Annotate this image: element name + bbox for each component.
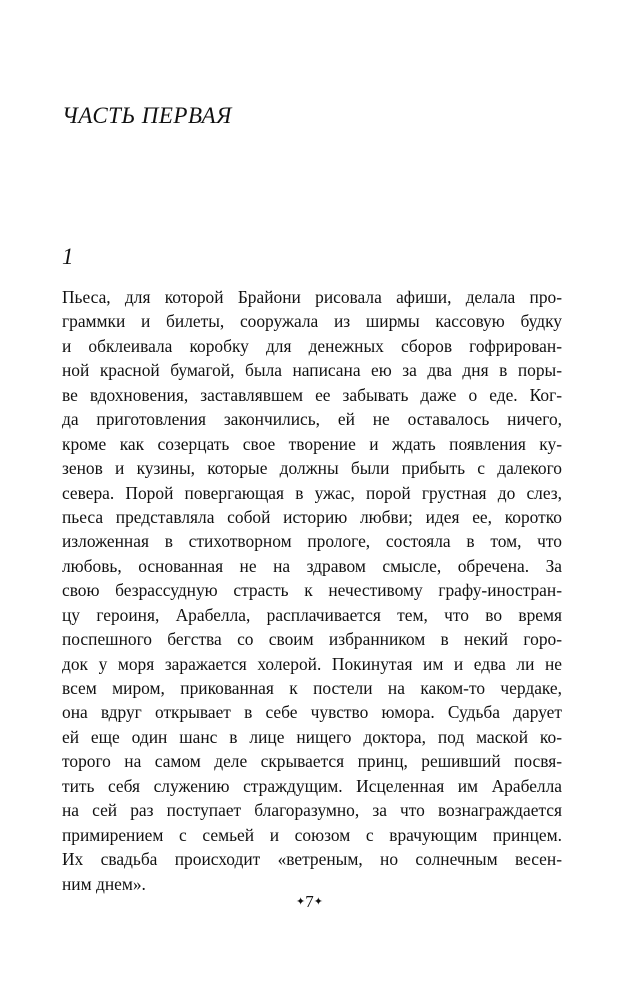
text-line: да приготовления закончились, ей не оставалось ничего, [62,409,562,430]
text-line: пьеса представляла собой историю любви; идея ее, коротко [62,506,562,527]
text-line: торого на самом деле скрывается принц, решивший посвя- [62,751,562,772]
text-line: Пьеса, для которой Брайони рисовала афиши, делала про- [62,287,562,307]
text-line: и обклеивала коробку для денежных сборов гофрирован- [62,335,562,356]
text-line: ей еще один шанс в лице нищего доктора, под маской ко- [62,726,562,747]
chapter-number: 1 [62,244,74,269]
text-line: док у моря заражается холерой. Покинутая им и едва ли не [62,653,562,674]
text-line: примирением с семьей и союзом с врачующим принцем. [62,824,562,845]
text-line: на сей раз поступает благоразумно, за что вознаграждается [62,800,562,821]
page-number-value: 7 [305,892,314,911]
text-line: ве вдохновения, заставлявшем ее забывать даже о еде. Ког- [62,384,562,405]
text-line: зенов и кузины, которые должны были прибыть с далекого [62,458,562,479]
page-number [0,890,619,914]
text-line: всем миром, прикованная к постели на каком-то чердаке, [62,678,562,698]
text-line: ной красной бумагой, была написана ею за два дня в поры- [62,360,562,381]
ornament-right-icon: ✦ [313,896,323,908]
text-line: свою безрассудную страсть к нечестивому графу-иностран- [62,580,562,601]
text-line: она вдруг открывает в себе чувство юмора. Судьба дарует [62,702,562,723]
text-line: Их свадьба происходит «ветреным, но солнечным весен- [62,849,562,870]
part-title: ЧАСТЬ ПЕРВАЯ [62,103,232,128]
text-line: изложенная в стихотворном прологе, состояла в том, что [62,531,562,552]
text-line: тить себя служению страждущим. Исцеленная им Арабелла [62,775,562,796]
text-line: граммки и билеты, сооружала из ширмы кассовую будку [62,311,562,332]
text-line: севера. Порой повергающая в ужас, порой грустная до слез, [62,482,562,503]
text-line: ним днем». [62,873,146,894]
ornament-left-icon: ✦ [296,896,306,908]
text-line: поспешного бегства со своим избранником в некий горо- [62,629,562,650]
text-line: кроме как созерцать свое творение и ждать появления ку- [62,433,562,454]
text-line: любовь, основанная не на здравом смысле, обречена. За [62,555,562,576]
text-line: цу героиня, Арабелла, расплачивается тем, что во время [62,604,562,625]
body-paragraph [62,285,562,896]
